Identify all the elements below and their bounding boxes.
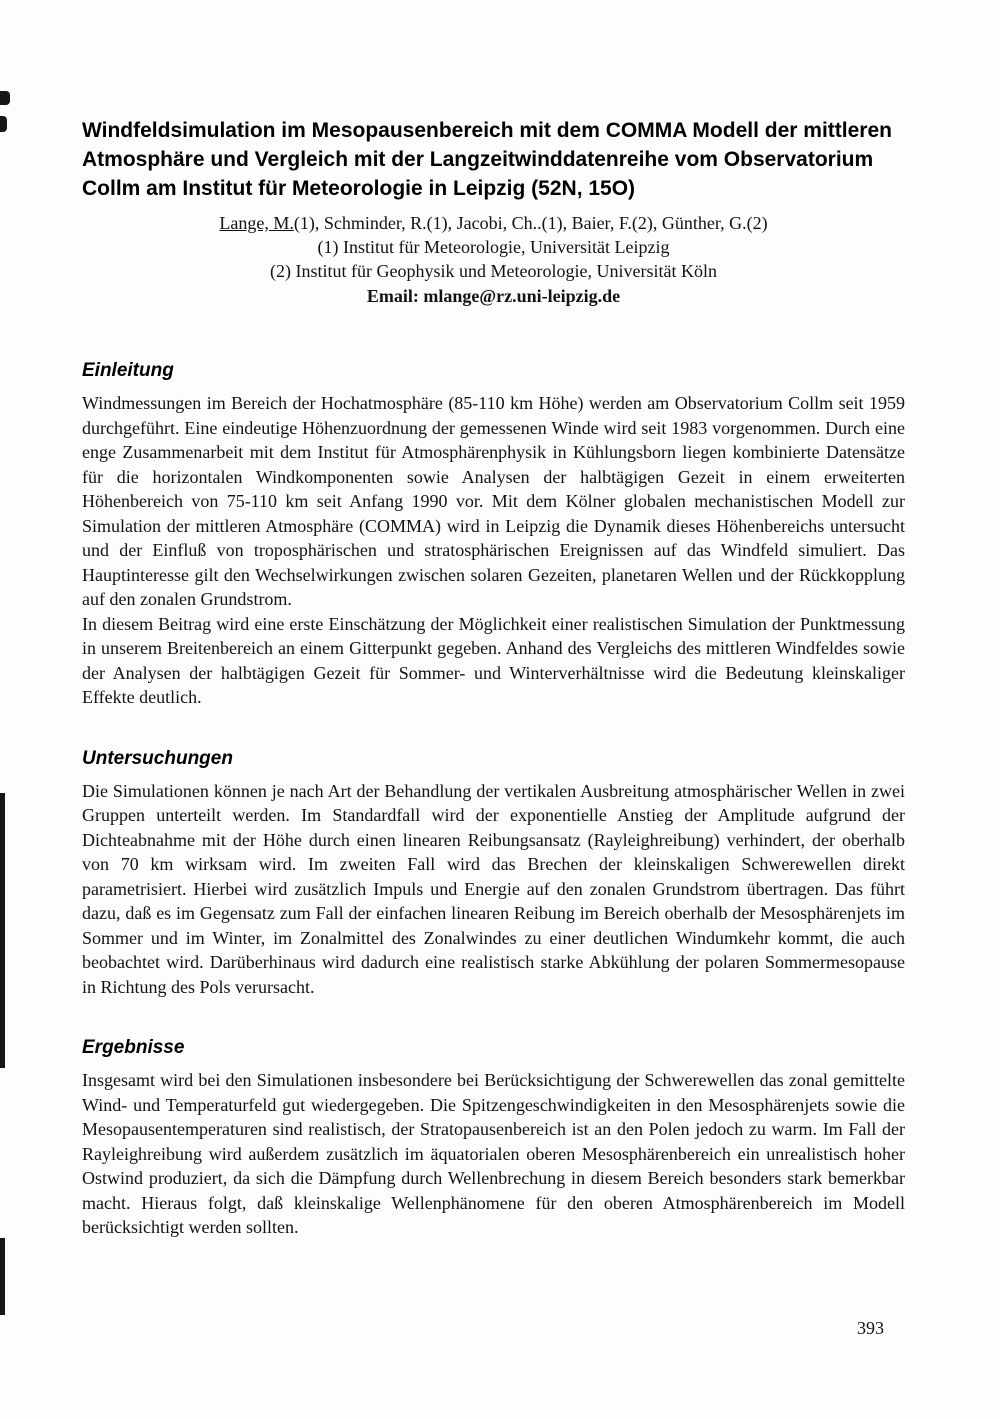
scan-artifact (0, 1238, 5, 1315)
paragraph: Die Simulationen können je nach Art der Behandlung der vertikalen Ausbreitung atmosphärischer Wellen in zwei Gruppen unterteilt werden. Im Standardfall wird der exponentielle Anstieg der Amplitude aufgrund der Dichteabnahme mit der Höhe durch einen linearen Reibungsansatz (Rayleighreibung) verhindert, der oberhalb von 70 km wirksam wird. Im zweiten Fall wird das Brechen der kleinskaligen Schwerewellen direkt parametrisiert. Hierbei wird zusätzlich Impuls und Energie auf den zonalen Grundstrom übertragen. Das führt dazu, daß es im Gegensatz zum Fall der einfachen linearen Reibung im Bereich oberhalb der Mesosphärenjets im Sommer und im Winter, im Zonalmittel des Zonalwindes zu einer deutlichen Windumkehr kommt, die auch beobachtet wird. Darüberhinaus wird dadurch eine realistisch starke Abkühlung der polaren Sommermesopause in Richtung des Pols verursacht. (82, 780, 905, 997)
paragraph: Insgesamt wird bei den Simulationen insbesondere bei Berücksichtigung der Schwerewellen das zonal gemittelte Wind- und Temperaturfeld gut wiedergegeben. Die Spitzengeschwindigkeiten in den Mesosphärenjets sowie die Mesopausentemperaturen sind realistisch, der Stratopausenbereich ist an den Polen jedoch zu warm. Im Fall der Rayleighreibung wird außerdem zusätzlich im äquatorialen oberen Mesosphärenbereich ein unrealistisch hoher Ostwind produziert, da sich die Dämpfung durch Wellenbrechung in diesem Bereich besonders stark bemerkbar macht. Hieraus folgt, daß kleinskalige Wellenphänomene für den oberen Atmosphärenbereich im Modell berücksichtigt werden sollten. (82, 1070, 905, 1237)
section-heading-untersuchungen: Untersuchungen (82, 747, 233, 769)
section-ergebnisse (82, 1037, 905, 1240)
section-heading-ergebnisse: Ergebnisse (82, 1037, 185, 1058)
affiliation-leipzig: (1) Institut für Meteorologie, Universität Leipzig (317, 237, 670, 257)
author-name-underlined: Lange, M. (219, 213, 294, 233)
email-line: Email: mlange@rz.uni-leipzig.de (366, 286, 621, 306)
page-number: 393 (857, 1318, 884, 1338)
paragraph: In diesem Beitrag wird eine erste Einschätzung der Möglichkeit einer realistischen Simulation der Punktmessung in unserem Breitenbereich an einem Gitterpunkt gegeben. Anhand des Vergleichs des mittleren Windfeldes sowie der Analysen der halbtägigen Gezeit für Sommer- und Winterverhältnisse wird die Bedeutung kleinskaliger Effekte deutlich. (82, 613, 905, 707)
affiliation-koeln: (2) Institut für Geophysik und Meteorologie, Universität Köln (270, 261, 717, 281)
section-untersuchungen (82, 748, 905, 1000)
authors-rest: (1), Schminder, R.(1), Jacobi, Ch..(1), Baier, F.(2), Günther, G.(2) (293, 213, 768, 233)
section-einleitung (82, 360, 905, 710)
paper-title: Windfeldsimulation im Mesopausenbereich mit dem COMMA Modell der mittleren Atmosphäre und Vergleich mit der Langzeitwinddatenreihe vom Observatorium Collm am Institut für Meteorologie in Leipzig (52N, 15O) (82, 119, 892, 200)
paragraph: Windmessungen im Bereich der Hochatmosphäre (85-110 km Höhe) werden am Observatorium Collm seit 1959 durchgeführt. Eine eindeutige Höhenzuordnung der gemessenen Winde wird seit 1983 vorgenommen. Durch eine enge Zusammenarbeit mit dem Institut für Atmosphärenphysik in Kühlungsborn liegen kombinierte Datensätze für die horizontalen Windkomponenten sowie Analysen der halbtägigen Gezeit in einem erweiterten Höhenbereich von 75-110 km seit Anfang 1990 vor. Mit dem Kölner globalen mechanistischen Modell zur Simulation der mittleren Atmosphäre (COMMA) wird in Leipzig die Dynamik dieses Höhenbereichs untersucht und der Einfluß von troposphärischen und stratosphärischen Ereignissen auf das Windfeld simuliert. Das Hauptinteresse gilt den Wechselwirkungen zwischen solaren Gezeiten, planetaren Wellen und der Rückkopplung auf den zonalen Grundstrom. (82, 393, 905, 609)
section-heading-einleitung: Einleitung (82, 360, 174, 381)
authors-line (82, 211, 905, 235)
